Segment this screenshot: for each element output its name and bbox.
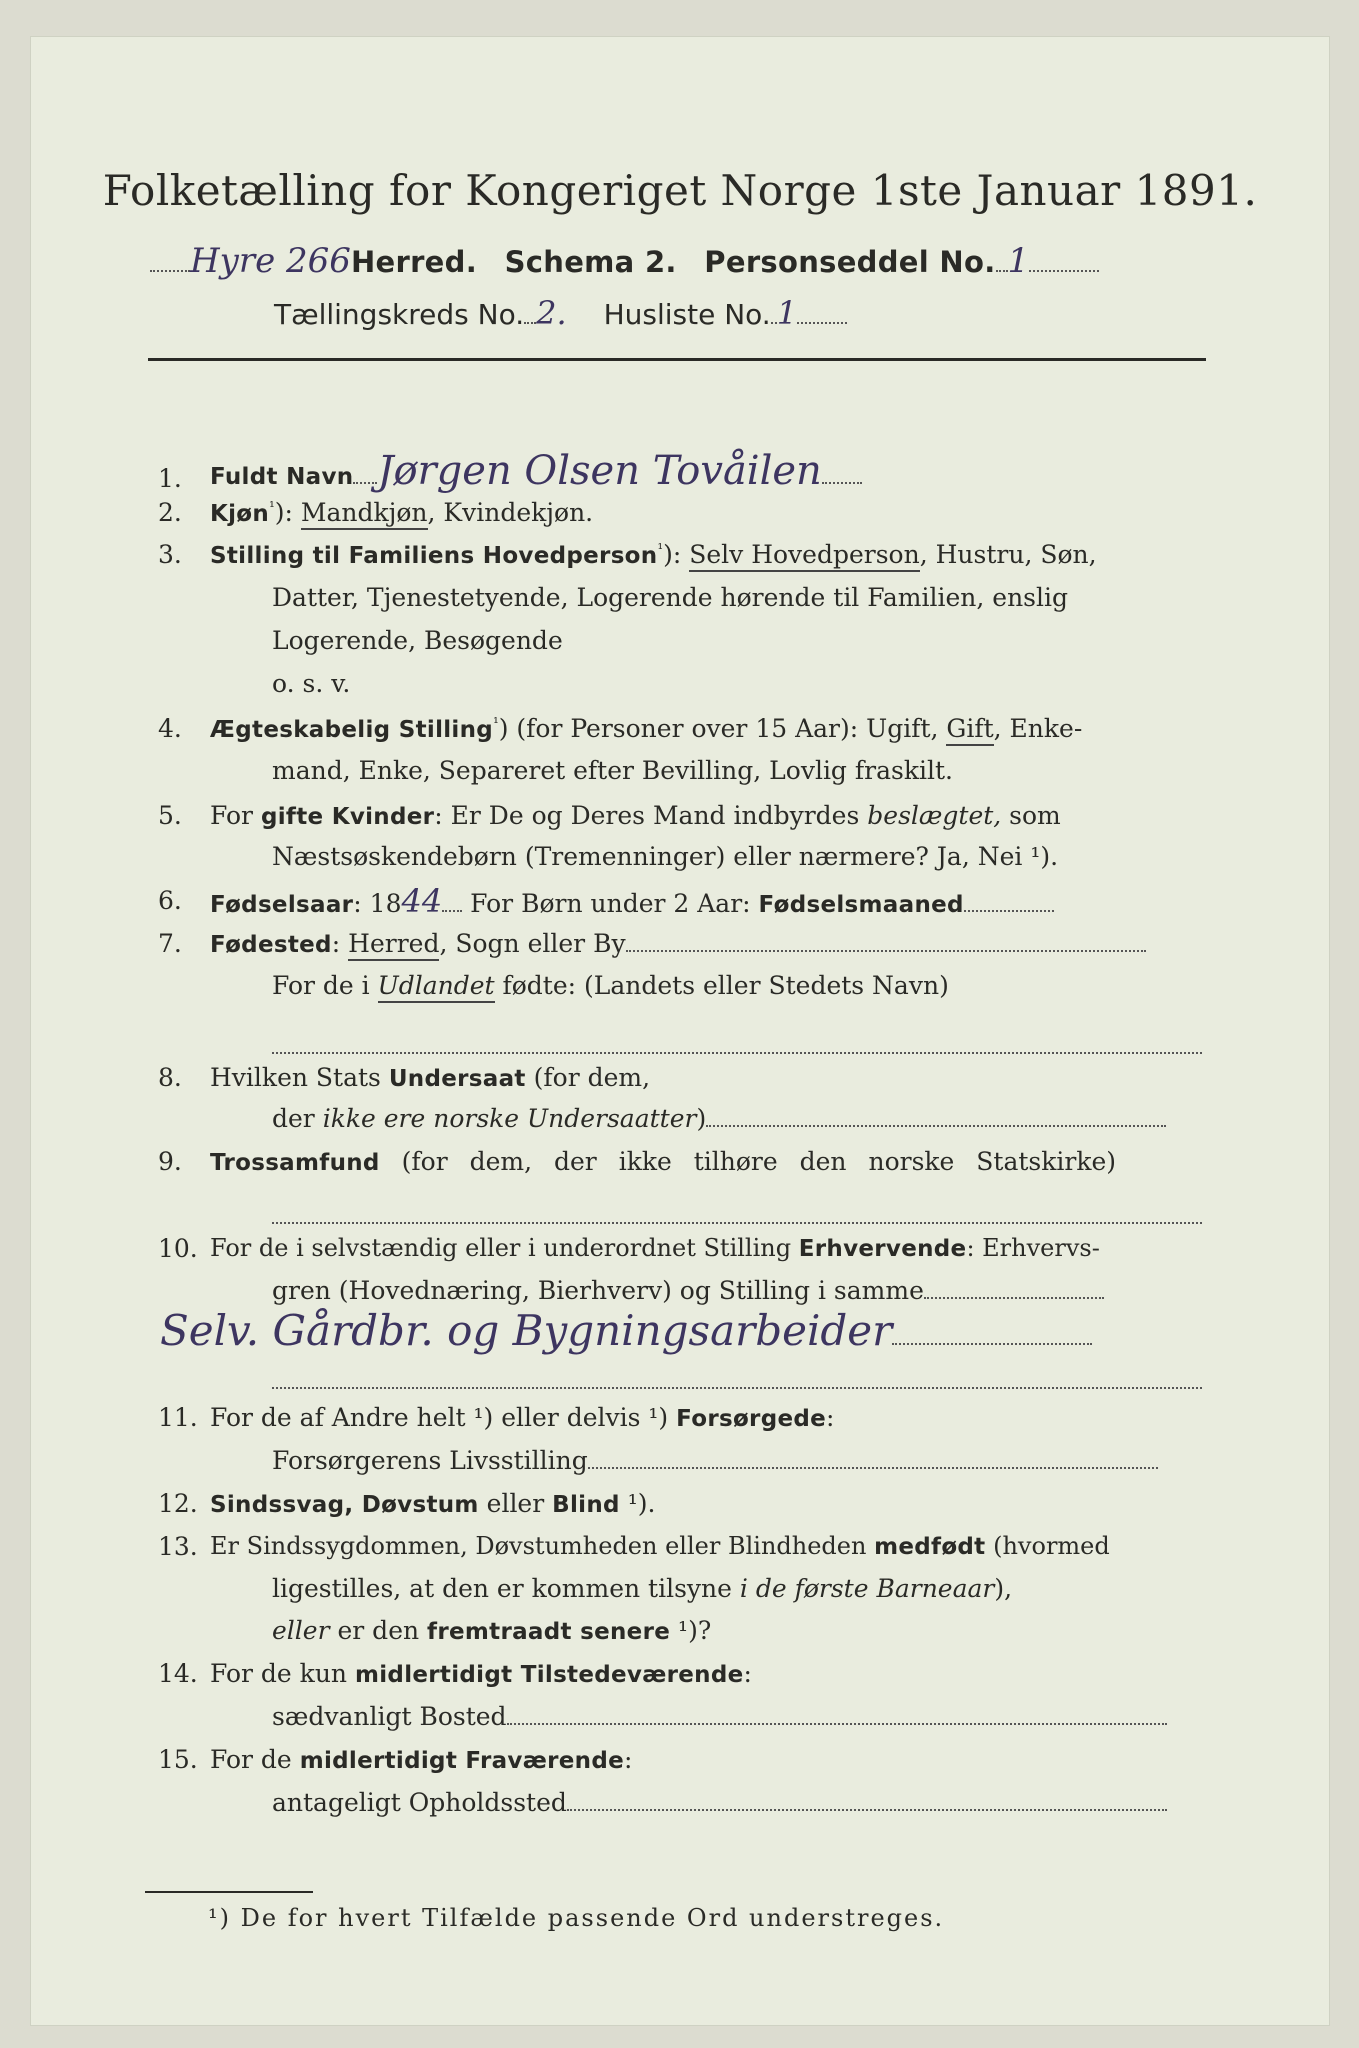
taellingskreds-line	[274, 294, 847, 332]
husliste-value: 1	[776, 294, 798, 332]
marital-selected: Gift	[946, 714, 993, 746]
item-11: For de af Andre helt ¹) eller delvis ¹) Forsørgede:	[210, 1403, 835, 1432]
item-14-number: 14.	[158, 1659, 198, 1688]
census-form-sheet	[30, 36, 1330, 2026]
item-6-number: 6.	[158, 886, 182, 915]
item-3-line4: o. s. v.	[272, 669, 351, 698]
item-15: For de midlertidigt Fraværende:	[210, 1745, 633, 1774]
item-10-number: 10.	[158, 1234, 198, 1263]
item-2-number: 2.	[158, 498, 182, 527]
item-10-blank	[272, 1366, 1202, 1396]
item-13-number: 13.	[158, 1532, 198, 1561]
item-7-number: 7.	[158, 929, 182, 958]
item-15-line2: antageligt Opholdssted	[272, 1788, 1167, 1817]
item-1-number: 1.	[158, 464, 182, 493]
item-11-number: 11.	[158, 1403, 198, 1432]
item-9-label: Trossamfund	[210, 1150, 380, 1176]
item-12: Sindssvag, Døvstum eller Blind ¹).	[210, 1489, 656, 1518]
form-title: Folketælling for Kongeriget Norge 1ste Januar 1891.	[102, 166, 1258, 215]
item-7-blank	[272, 1031, 1202, 1061]
item-1	[210, 448, 862, 494]
item-13-line3: eller er den fremtraadt senere ¹)?	[272, 1616, 712, 1645]
occupation-value: Selv. Gårdbr. og Bygningsarbeider	[160, 1306, 893, 1355]
item-5: For gifte Kvinder: Er De og Deres Mand indbyrdes beslægtet, som	[210, 801, 1061, 830]
personseddel-value: 1	[1007, 241, 1030, 281]
item-9-number: 9.	[158, 1147, 182, 1176]
item-7-line2: For de i Udlandet fødte: (Landets eller Stedets Navn)	[272, 971, 949, 1000]
personseddel-label: Personseddel No.	[704, 245, 996, 279]
item-6: Fødselsaar: 1844 For Børn under 2 Aar: Fødselsmaaned	[210, 882, 1054, 920]
item-13: Er Sindssygdommen, Døvstumheden eller Blindheden medfødt (hvormed	[210, 1532, 1110, 1560]
item-14-line2: sædvanligt Bosted	[272, 1702, 1167, 1731]
full-name-value: Jørgen Olsen Tovåilen	[377, 448, 822, 494]
item-2-label: Kjøn	[210, 501, 270, 527]
item-7-label: Fødested	[210, 932, 332, 958]
item-3: Stilling til Familiens Hovedperson$^{^1}$): Selv Hovedperson, Hustru, Søn,	[210, 540, 1097, 569]
item-13-label: medfødt	[874, 1534, 986, 1560]
stilling-selected: Selv Hovedperson	[689, 540, 920, 572]
taellingskreds-value: 2.	[536, 294, 567, 332]
item-1-label: Fuldt Navn	[210, 464, 354, 490]
item-10-line2: gren (Hovednæring, Bierhverv) og Stilling i samme	[272, 1276, 1104, 1305]
item-3-number: 3.	[158, 540, 182, 569]
item-3-line3: Logerende, Besøgende	[272, 626, 563, 655]
item-5-label: gifte Kvinder	[260, 804, 435, 830]
item-11-line2: Forsørgerens Livsstilling	[272, 1446, 1158, 1475]
footnote-rule	[145, 1891, 313, 1893]
item-5-number: 5.	[158, 801, 182, 830]
kjon-selected: Mandkjøn	[301, 498, 428, 530]
footnote: ¹) De for hvert Tilfælde passende Ord understreges.	[208, 1904, 945, 1932]
item-4-number: 4.	[158, 714, 182, 743]
item-3-line2: Datter, Tjenestetyende, Logerende hørende til Familien, enslig	[272, 583, 1069, 612]
header-rule	[148, 358, 1206, 361]
herred-value: Hyre 266	[190, 241, 351, 281]
item-4-label: Ægteskabelig Stilling	[210, 717, 494, 743]
item-4: Ægteskabelig Stilling$^{^1}$) (for Personer over 15 Aar): Ugift, Gift, Enke-	[210, 714, 1082, 743]
item-15-number: 15.	[158, 1745, 198, 1774]
item-5-line2: Næstsøskendebørn (Tremenninger) eller nærmere? Ja, Nei ¹).	[272, 842, 1059, 871]
item-2: Kjøn$^{^1}$): Mandkjøn, Kvindekjøn.	[210, 498, 593, 527]
birthplace-selected: Herred	[348, 929, 439, 961]
item-8: Hvilken Stats Undersaat (for dem,	[210, 1063, 651, 1092]
item-9-blank	[272, 1201, 1202, 1231]
item-8-label: Undersaat	[388, 1066, 526, 1092]
husliste-label: Husliste No.	[603, 298, 771, 331]
item-6-label: Fødselsaar	[210, 892, 354, 918]
item-14: For de kun midlertidigt Tilstedeværende:	[210, 1659, 752, 1688]
item-8-number: 8.	[158, 1063, 182, 1092]
item-10-value-line	[160, 1306, 1092, 1355]
item-7: Fødested: Herred, Sogn eller By	[210, 929, 1146, 958]
birth-year-value: 44	[401, 882, 443, 920]
item-9: Trossamfund (for dem, der ikke tilhøre den norske Statskirke)	[210, 1147, 1117, 1176]
item-10-label: Erhvervende	[798, 1236, 967, 1262]
item-11-label: Forsørgede	[676, 1406, 827, 1432]
item-12-label: Sindssvag, Døvstum	[210, 1492, 479, 1518]
item-8-line2: der ikke ere norske Undersaatter)	[272, 1104, 1166, 1133]
herred-label: Herred.	[350, 245, 478, 279]
item-14-label: midlertidigt Tilstedeværende	[354, 1662, 744, 1688]
item-4-line2: mand, Enke, Separeret efter Bevilling, Lovlig fraskilt.	[272, 756, 953, 785]
herred-line	[150, 241, 1099, 281]
item-3-label: Stilling til Familiens Hovedperson	[210, 543, 658, 569]
schema-label: Schema 2.	[504, 245, 677, 279]
item-12-number: 12.	[158, 1489, 198, 1518]
item-10: For de i selvstændig eller i underordnet Stilling Erhvervende: Erhvervs-	[210, 1234, 1100, 1262]
taellingskreds-label: Tællingskreds No.	[274, 298, 525, 331]
item-15-label: midlertidigt Fraværende	[299, 1748, 624, 1774]
item-13-line2: ligestilles, at den er kommen tilsyne i de første Barneaar),	[272, 1574, 1013, 1603]
